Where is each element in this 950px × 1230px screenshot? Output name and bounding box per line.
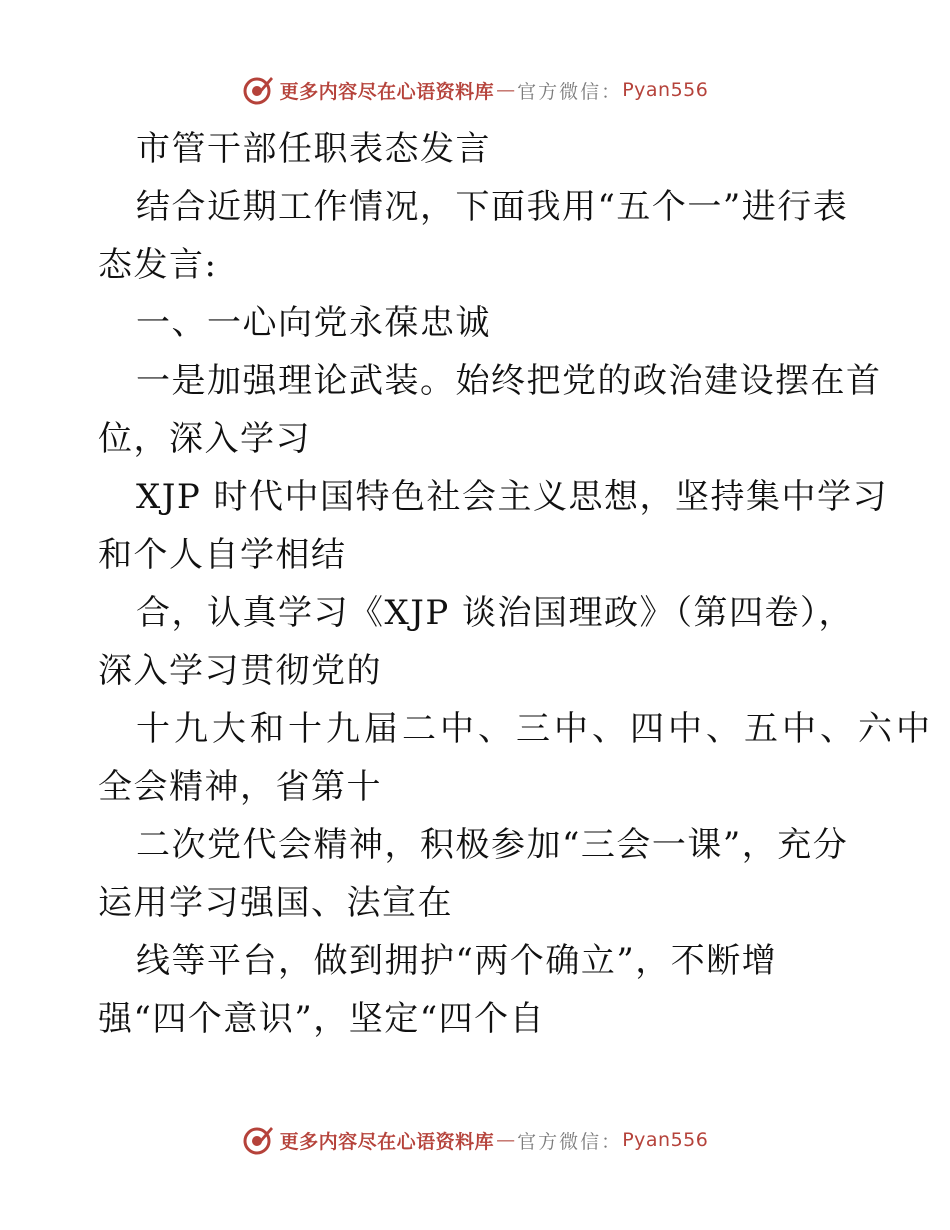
watermark-wechat-id: Pyan556 <box>622 79 709 101</box>
paragraph-line: 强“四个意识”，坚定“四个自 <box>98 999 546 1039</box>
header-watermark <box>0 74 950 106</box>
paragraph-line: 深入学习贯彻党的 <box>98 651 382 691</box>
paragraph-line: 位，深入学习 <box>98 419 311 459</box>
paragraph-line: 十九大和十九届二中、三中、四中、五中、六中 <box>136 709 934 749</box>
quill-seal-icon <box>242 1124 274 1156</box>
watermark-main-text: 更多内容尽在心语资料库 <box>279 80 495 103</box>
paragraph-line: 线等平台，做到拥护“两个确立”，不断增 <box>136 941 778 981</box>
footer-watermark <box>0 1124 950 1156</box>
paragraph-line: 合，认真学习《XJP 谈治国理政》（第四卷）， <box>136 593 855 633</box>
watermark-wechat-label: 官方微信： <box>517 1130 623 1153</box>
paragraph-line: 和个人自学相结 <box>98 535 347 575</box>
watermark-dash: — <box>496 1129 516 1151</box>
document-title: 市管干部任职表态发言 <box>136 129 491 169</box>
paragraph-line: XJP 时代中国特色社会主义思想，坚持集中学习 <box>136 477 889 517</box>
paragraph-line: 态发言: <box>98 245 218 285</box>
section-heading: 一、一心向党永葆忠诚 <box>136 303 491 343</box>
watermark-main-text: 更多内容尽在心语资料库 <box>279 1130 495 1153</box>
document-body <box>98 120 934 1048</box>
paragraph-line: 运用学习强国、法宣在 <box>98 883 453 923</box>
quill-seal-icon <box>242 74 274 106</box>
paragraph-line: 一是加强理论武装。始终把党的政治建设摆在首 <box>136 361 882 401</box>
watermark-dash: — <box>496 79 516 101</box>
paragraph-line: 全会精神，省第十 <box>98 767 382 807</box>
paragraph-line: 二次党代会精神，积极参加“三会一课”，充分 <box>136 825 849 865</box>
paragraph-line: 结合近期工作情况，下面我用“五个一”进行表 <box>136 187 849 227</box>
watermark-wechat-id: Pyan556 <box>622 1129 709 1151</box>
watermark-wechat-label: 官方微信： <box>517 80 623 103</box>
